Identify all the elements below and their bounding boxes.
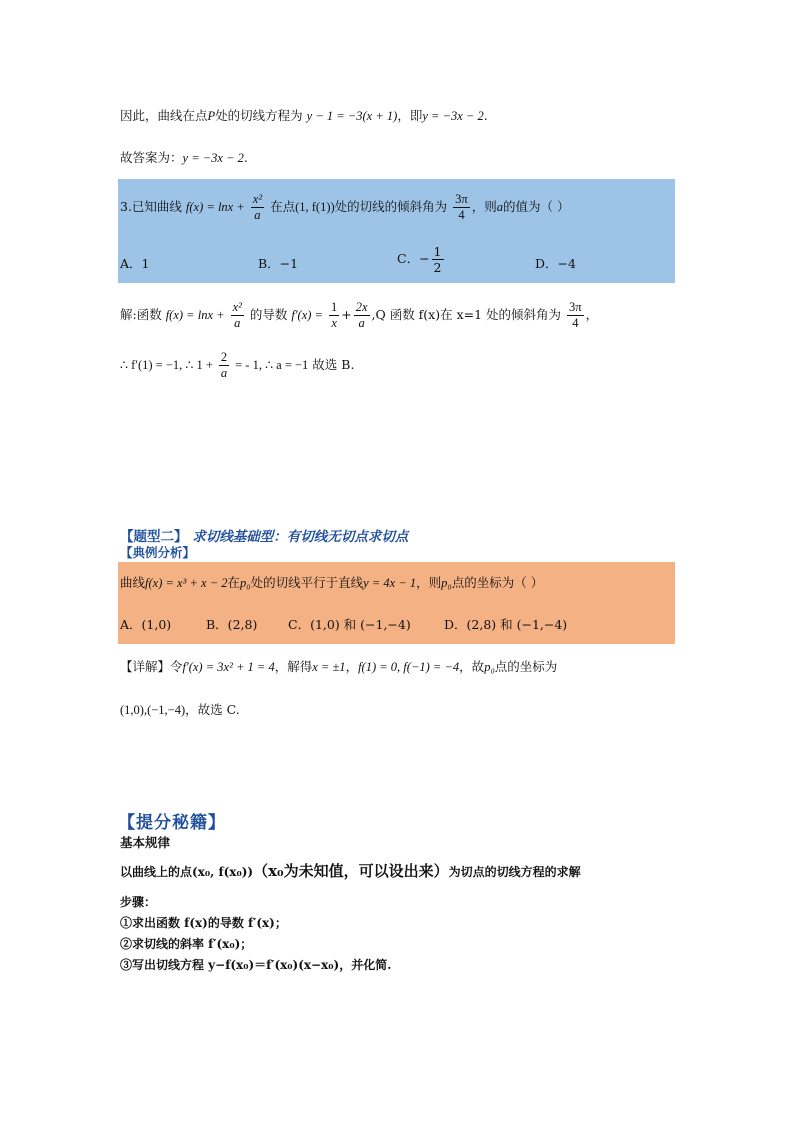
fraction: $\frac{1}{x}$ [330, 300, 338, 330]
tips-title: 【提分秘籍】 [118, 813, 226, 833]
detailed-answer-line-2: (1,0),(−1,−4)，故选 C. [120, 702, 240, 717]
solution-3-line-2: ∴ f′(1) = −1, ∴ 1 + $\frac{2}{a}$ = - 1, ∴ a = −1 故选 B. [120, 350, 355, 380]
step-3: ③写出切线方程 y−f(x₀)＝f′(x₀)(x−x₀)，并化简. [120, 958, 392, 972]
question-3-stem: 3.已知曲线 f(x) = lnx + $\frac{\text{x²}}{a}$ 在点(1, f(1))处的切线的倾斜角为 $\frac{3\pi}{4}$ ，则a的值为（ ） [120, 192, 570, 222]
example-option-c: C．(1,0) 和 (−1,−4) [288, 617, 411, 632]
option-b: B．−1 [258, 256, 299, 271]
angle-fraction: $\frac{3\pi}{4}$ [455, 192, 468, 222]
option-c: C．− $\frac{1}{2}$ [397, 244, 442, 275]
example-option-b: B．(2,8) [206, 617, 258, 632]
point-p: P [207, 109, 216, 123]
tangent-equation-simplified: y = −3x − 2 [422, 109, 484, 123]
solution-3-line-1: 解:函数 f(x) = lnx + $\frac{\text{x²}}{a}$ 的导数 f′(x) = $\frac{1}{x}$ + $\frac{2x}{a}$ ,Q 函数 f(x)在 x=1 处的倾斜角为 $\frac{3\pi}{4}$ ， [120, 300, 599, 330]
fraction: $\frac{2}{a}$ [220, 350, 228, 380]
section-title-type-2: 【题型二】 求切线基础型：有切线无切点求切点 [120, 529, 409, 545]
fraction: $\frac{1}{2}$ [433, 244, 442, 275]
fraction: $\frac{\text{x²}}{a}$ [232, 300, 242, 330]
fraction: $\frac{2x}{a}$ [355, 300, 368, 330]
angle-fraction: $\frac{3\pi}{4}$ [569, 300, 582, 330]
fraction: $\frac{\text{x²}}{a}$ [252, 192, 263, 222]
steps-label: 步骤： [120, 895, 157, 909]
tangent-equation: y − 1 = −3(x + 1) [306, 109, 398, 123]
detailed-answer-line-1: 【详解】令f′(x) = 3x² + 1 = 4，解得x = ±1，f(1) = 0, f(−1) = −4，故p₀点的坐标为 [120, 659, 558, 674]
step-2: ②求切线的斜率 f′(x₀)； [120, 937, 253, 951]
answer-line: 故答案为：y = −3x − 2. [120, 150, 248, 165]
example-option-a: A．(1,0) [120, 617, 172, 632]
rule-title: 基本规律 [120, 835, 171, 850]
option-a: A．1 [120, 256, 150, 271]
example-analysis-title: 【典例分析】 [120, 545, 196, 560]
option-d: D．−4 [535, 256, 576, 271]
example-question-stem: 曲线f(x) = x³ + x − 2在p₀处的切线平行于直线y = 4x − 1，则p₀点的坐标为（ ） [120, 575, 544, 590]
solution-line-1: 因此，曲线在点P处的切线方程为 y − 1 = −3(x + 1)，即y = −3x − 2. [120, 108, 488, 123]
step-1: ①求出函数 f(x)的导数 f′(x)； [120, 916, 287, 930]
rule-line-1: 以曲线上的点(x₀, f(x₀))（x₀为未知值，可以设出来）为切点的切线方程的求解 [120, 862, 581, 880]
example-option-d: D．(2,8) 和 (−1,−4) [444, 617, 568, 632]
